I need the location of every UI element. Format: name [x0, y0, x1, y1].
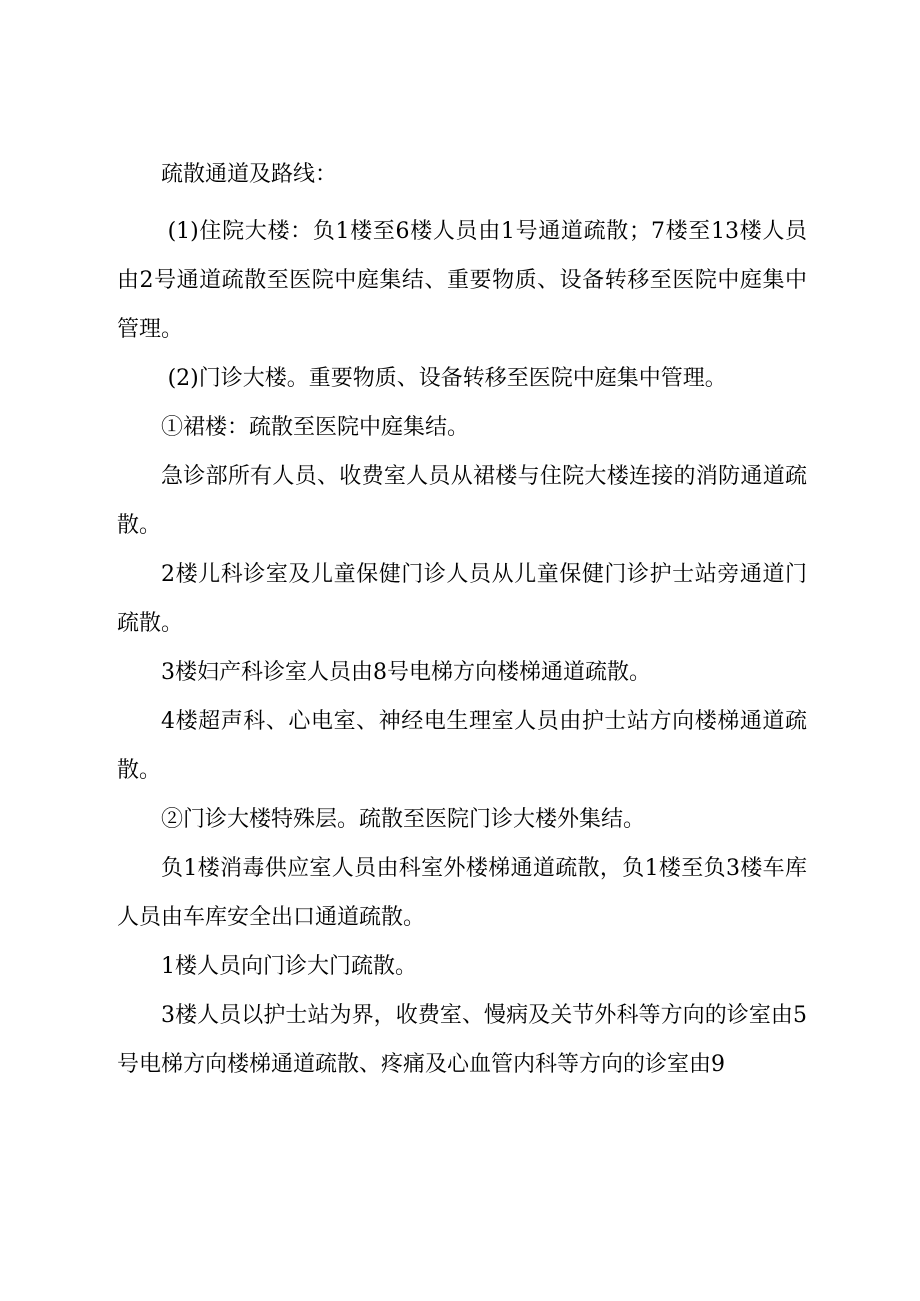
section-heading: 疏散通道及路线： — [161, 162, 338, 187]
document-body — [117, 150, 807, 1089]
paragraph-inpatient-building: (1)住院大楼：负1楼至6楼人员由1号通道疏散；7楼至13楼人员由2号通道疏散至医院中庭集结、重要物质、设备转移至医院中庭集中管理。 — [117, 219, 807, 342]
paragraph-outpatient-building: (2)门诊大楼。重要物质、设备转移至医院中庭集中管理。 — [167, 366, 727, 391]
paragraph-special-floors: ②门诊大楼特殊层。疏散至医院门诊大楼外集结。 — [161, 807, 646, 832]
paragraph-emergency: 急诊部所有人员、收费室人员从裙楼与住院大楼连接的消防通道疏散。 — [117, 464, 807, 538]
paragraph-floor-2: 2楼儿科诊室及儿童保健门诊人员从儿童保健门诊护士站旁通道门疏散。 — [117, 562, 807, 636]
paragraph-basement: 负1楼消毒供应室人员由科室外楼梯通道疏散，负1楼至负3楼车库人员由车库安全出口通道疏散。 — [117, 856, 807, 930]
paragraph-podium: ①裙楼：疏散至医院中庭集结。 — [161, 415, 470, 440]
paragraph-floor-3-outpatient: 3楼人员以护士站为界，收费室、慢病及关节外科等方向的诊室由5号电梯方向楼梯通道疏散、疼痛及心血管内科等方向的诊室由9 — [117, 1003, 807, 1077]
paragraph-floor-1: 1楼人员向门诊大门疏散。 — [161, 954, 417, 979]
paragraph-floor-4: 4楼超声科、心电室、神经电生理室人员由护士站方向楼梯通道疏散。 — [117, 709, 807, 783]
paragraph-floor-3: 3楼妇产科诊室人员由8号电梯方向楼梯通道疏散。 — [161, 660, 651, 685]
